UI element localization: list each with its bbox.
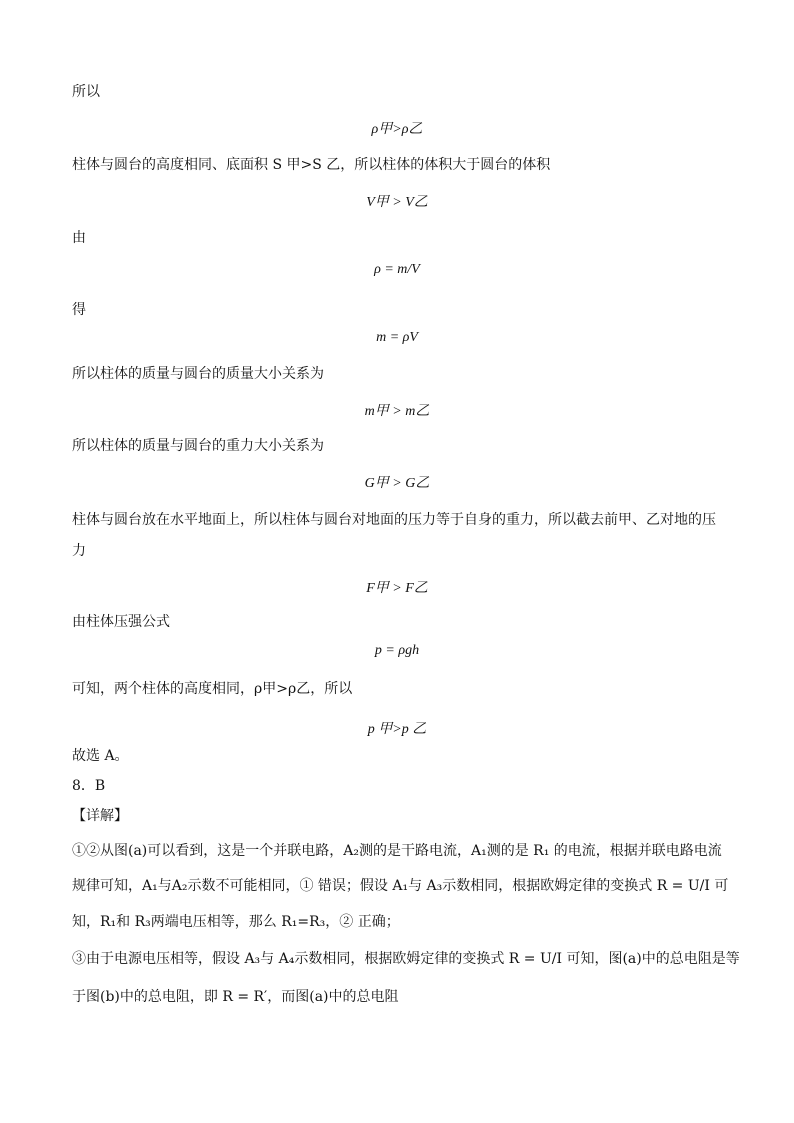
text-line-circuit-d: ③由于电源电压相等，假设 A₃与 A₄示数相同，根据欧姆定律的变换式 R = U/I 可知，图(a)中的总电阻是等 <box>72 951 740 967</box>
equation-pressure-formula: p = ρgh <box>374 643 420 658</box>
text-line-gravity-relation: 所以柱体的质量与圆台的重力大小关系为 <box>72 438 324 454</box>
text-line-circuit-e: 于图(b)中的总电阻，即 R = R′，而图(a)中的总电阻 <box>72 989 399 1005</box>
text-line-pressure-formula-intro: 由柱体压强公式 <box>72 614 170 630</box>
equation-force-compare: F甲 > F乙 <box>366 581 428 596</box>
equation-mass-formula: m = ρV <box>376 330 418 345</box>
equation-volume-compare: V甲 > V乙 <box>366 195 428 210</box>
text-line-same-height: 可知，两个柱体的高度相同，ρ甲>ρ乙，所以 <box>72 681 353 697</box>
text-line-get: 得 <box>72 302 86 318</box>
text-line-choose-a: 故选 A。 <box>72 748 129 764</box>
question-number-8: 8．B <box>72 778 106 794</box>
text-line-circuit-a: ①②从图(a)可以看到，这是一个并联电路，A₂测的是干路电流，A₁测的是 R₁ 的电流，根据并联电路电流 <box>72 843 722 859</box>
text-line-pressure-force: 柱体与圆台放在水平地面上，所以柱体与圆台对地面的压力等于自身的重力，所以截去前甲、乙对地的压 <box>72 512 716 528</box>
text-line-mass-relation: 所以柱体的质量与圆台的质量大小关系为 <box>72 366 324 382</box>
equation-pressure-compare: p 甲>p 乙 <box>367 722 427 737</box>
equation-mass-compare: m甲 > m乙 <box>364 404 430 419</box>
text-line-pressure-force-cont: 力 <box>72 543 86 559</box>
text-line-circuit-b: 规律可知，A₁与A₂示数不可能相同，① 错误；假设 A₁与 A₃示数相同，根据欧姆定律的变换式 R = U/I 可 <box>72 878 729 894</box>
text-line-from: 由 <box>72 230 86 246</box>
equation-density-formula: ρ = m/V <box>374 262 420 277</box>
equation-gravity-compare: G甲 > G乙 <box>364 476 430 491</box>
equation-density-compare: ρ甲>ρ乙 <box>371 122 423 137</box>
section-heading-explanation: 【详解】 <box>72 808 128 824</box>
text-line-so: 所以 <box>72 84 100 100</box>
text-line-base-area: 柱体与圆台的高度相同、底面积 S 甲>S 乙，所以柱体的体积大于圆台的体积 <box>72 157 551 173</box>
text-line-circuit-c: 知，R₁和 R₃两端电压相等，那么 R₁=R₃，② 正确； <box>72 914 400 930</box>
